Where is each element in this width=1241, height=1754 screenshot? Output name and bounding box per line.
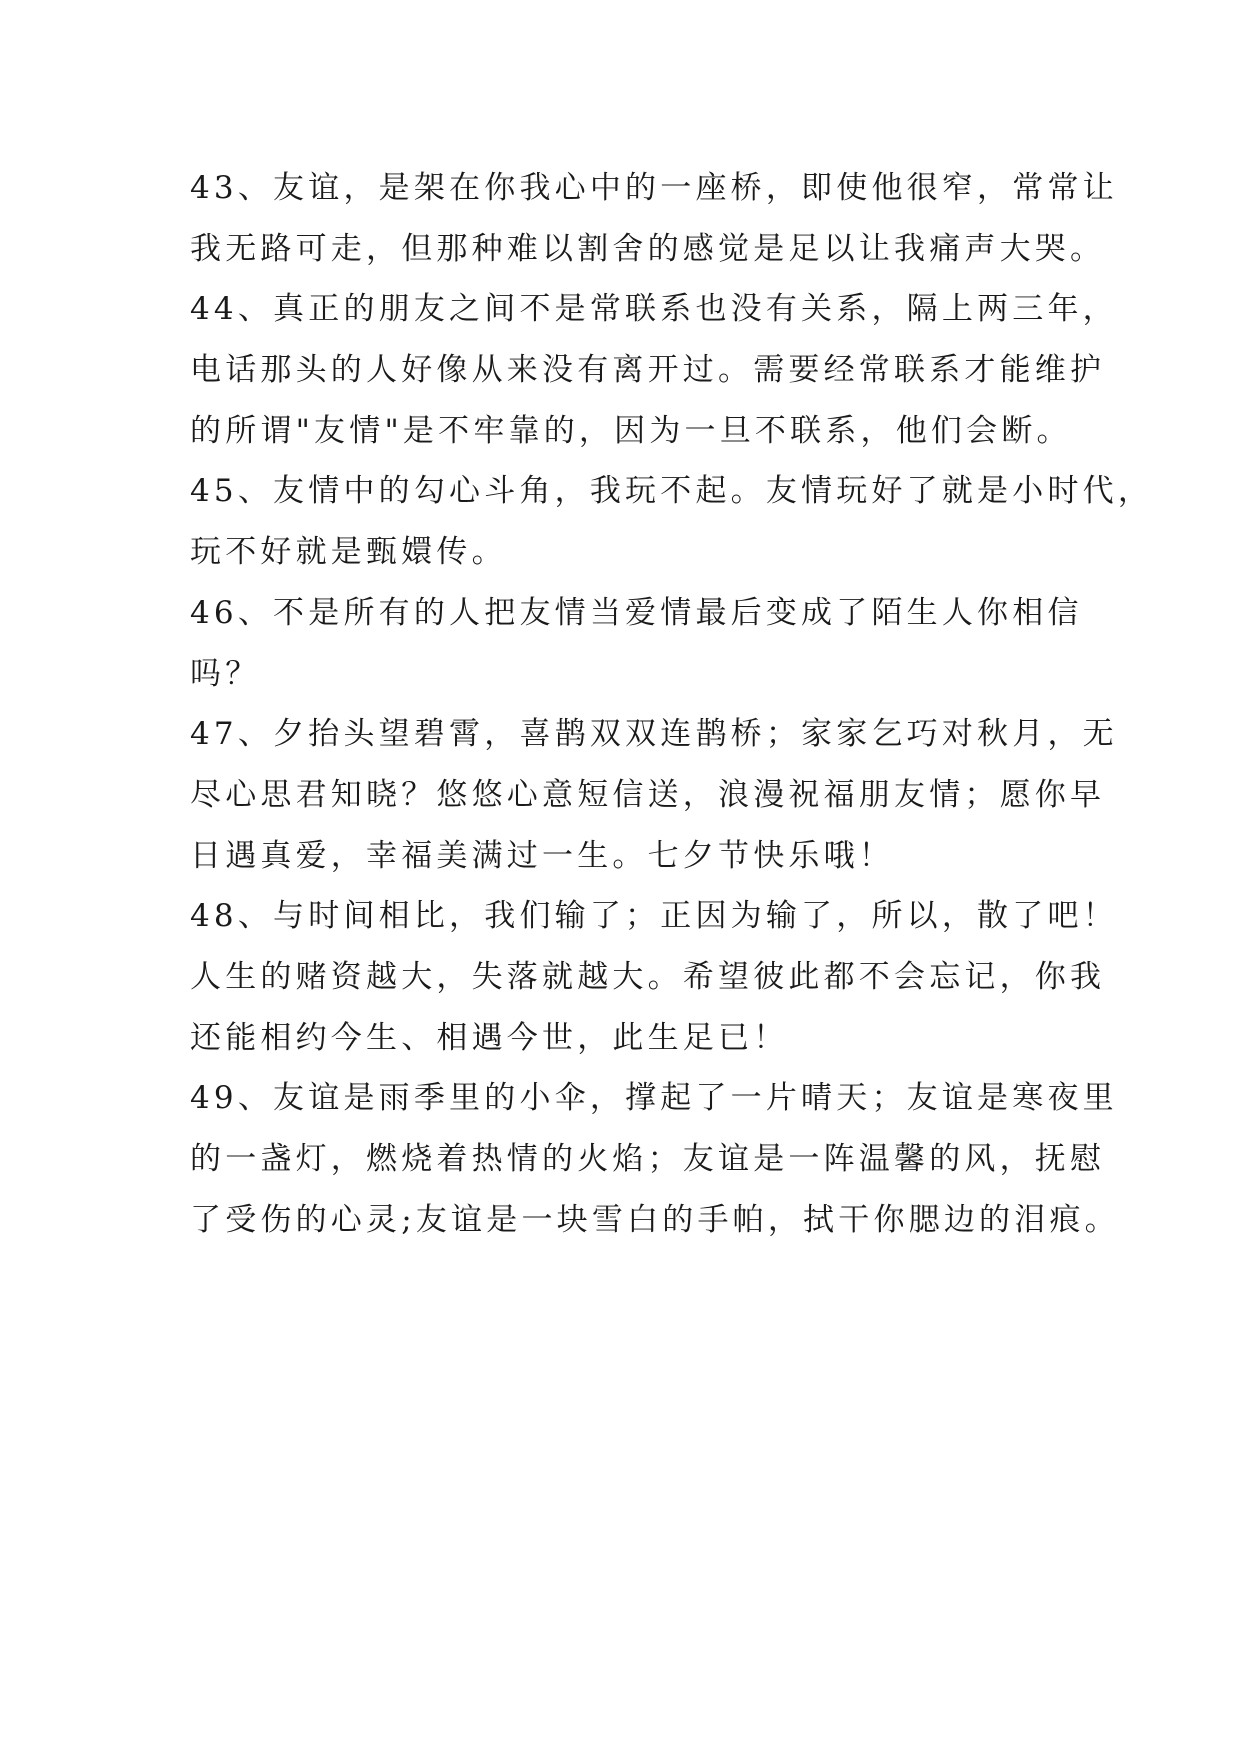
text-line: 45、友情中的勾心斗角，我玩不起。友情玩好了就是小时代， bbox=[190, 473, 1154, 510]
text-line: 的一盏灯，燃烧着热情的火焰；友谊是一阵温馨的风，抚慰 bbox=[190, 1141, 1106, 1177]
text-line: 44、真正的朋友之间不是常联系也没有关系，隔上两三年， bbox=[190, 291, 1118, 328]
text-line: 玩不好就是甄嬛传。 bbox=[190, 534, 507, 571]
text-line: 49、友谊是雨季里的小伞，撑起了一片晴天；友谊是寒夜里 bbox=[190, 1080, 1118, 1117]
text-line: 尽心思君知晓？悠悠心意短信送，浪漫祝福朋友情；愿你早 bbox=[190, 776, 1106, 813]
text-line: 日遇真爱，幸福美满过一生。七夕节快乐哦！ bbox=[190, 837, 894, 874]
text-line: 我无路可走，但那种难以割舍的感觉是足以让我痛声大哭。 bbox=[190, 230, 1106, 267]
text-line: 电话那头的人好像从来没有离开过。需要经常联系才能维护 bbox=[190, 352, 1106, 389]
text-line: 46、不是所有的人把友情当爱情最后变成了陌生人你相信 bbox=[190, 594, 1083, 631]
text-line: 48、与时间相比，我们输了；正因为输了，所以，散了吧！ bbox=[190, 898, 1118, 935]
text-line: 了受伤的心灵;友谊是一块雪白的手帕，拭干你腮边的泪痕。 bbox=[190, 1201, 1120, 1238]
document-body bbox=[190, 158, 1154, 1250]
text-line: 吗？ bbox=[190, 655, 261, 692]
text-line: 47、夕抬头望碧霄，喜鹊双双连鹊桥；家家乞巧对秋月，无 bbox=[190, 716, 1118, 753]
text-line: 还能相约今生、相遇今世，此生足已！ bbox=[190, 1019, 789, 1056]
text-line: 人生的赌资越大，失落就越大。希望彼此都不会忘记，你我 bbox=[190, 958, 1106, 995]
text-line: 43、友谊，是架在你我心中的一座桥，即使他很窄，常常让 bbox=[190, 170, 1118, 206]
text-line: 的所谓"友情"是不牢靠的，因为一旦不联系，他们会断。 bbox=[190, 412, 1072, 449]
